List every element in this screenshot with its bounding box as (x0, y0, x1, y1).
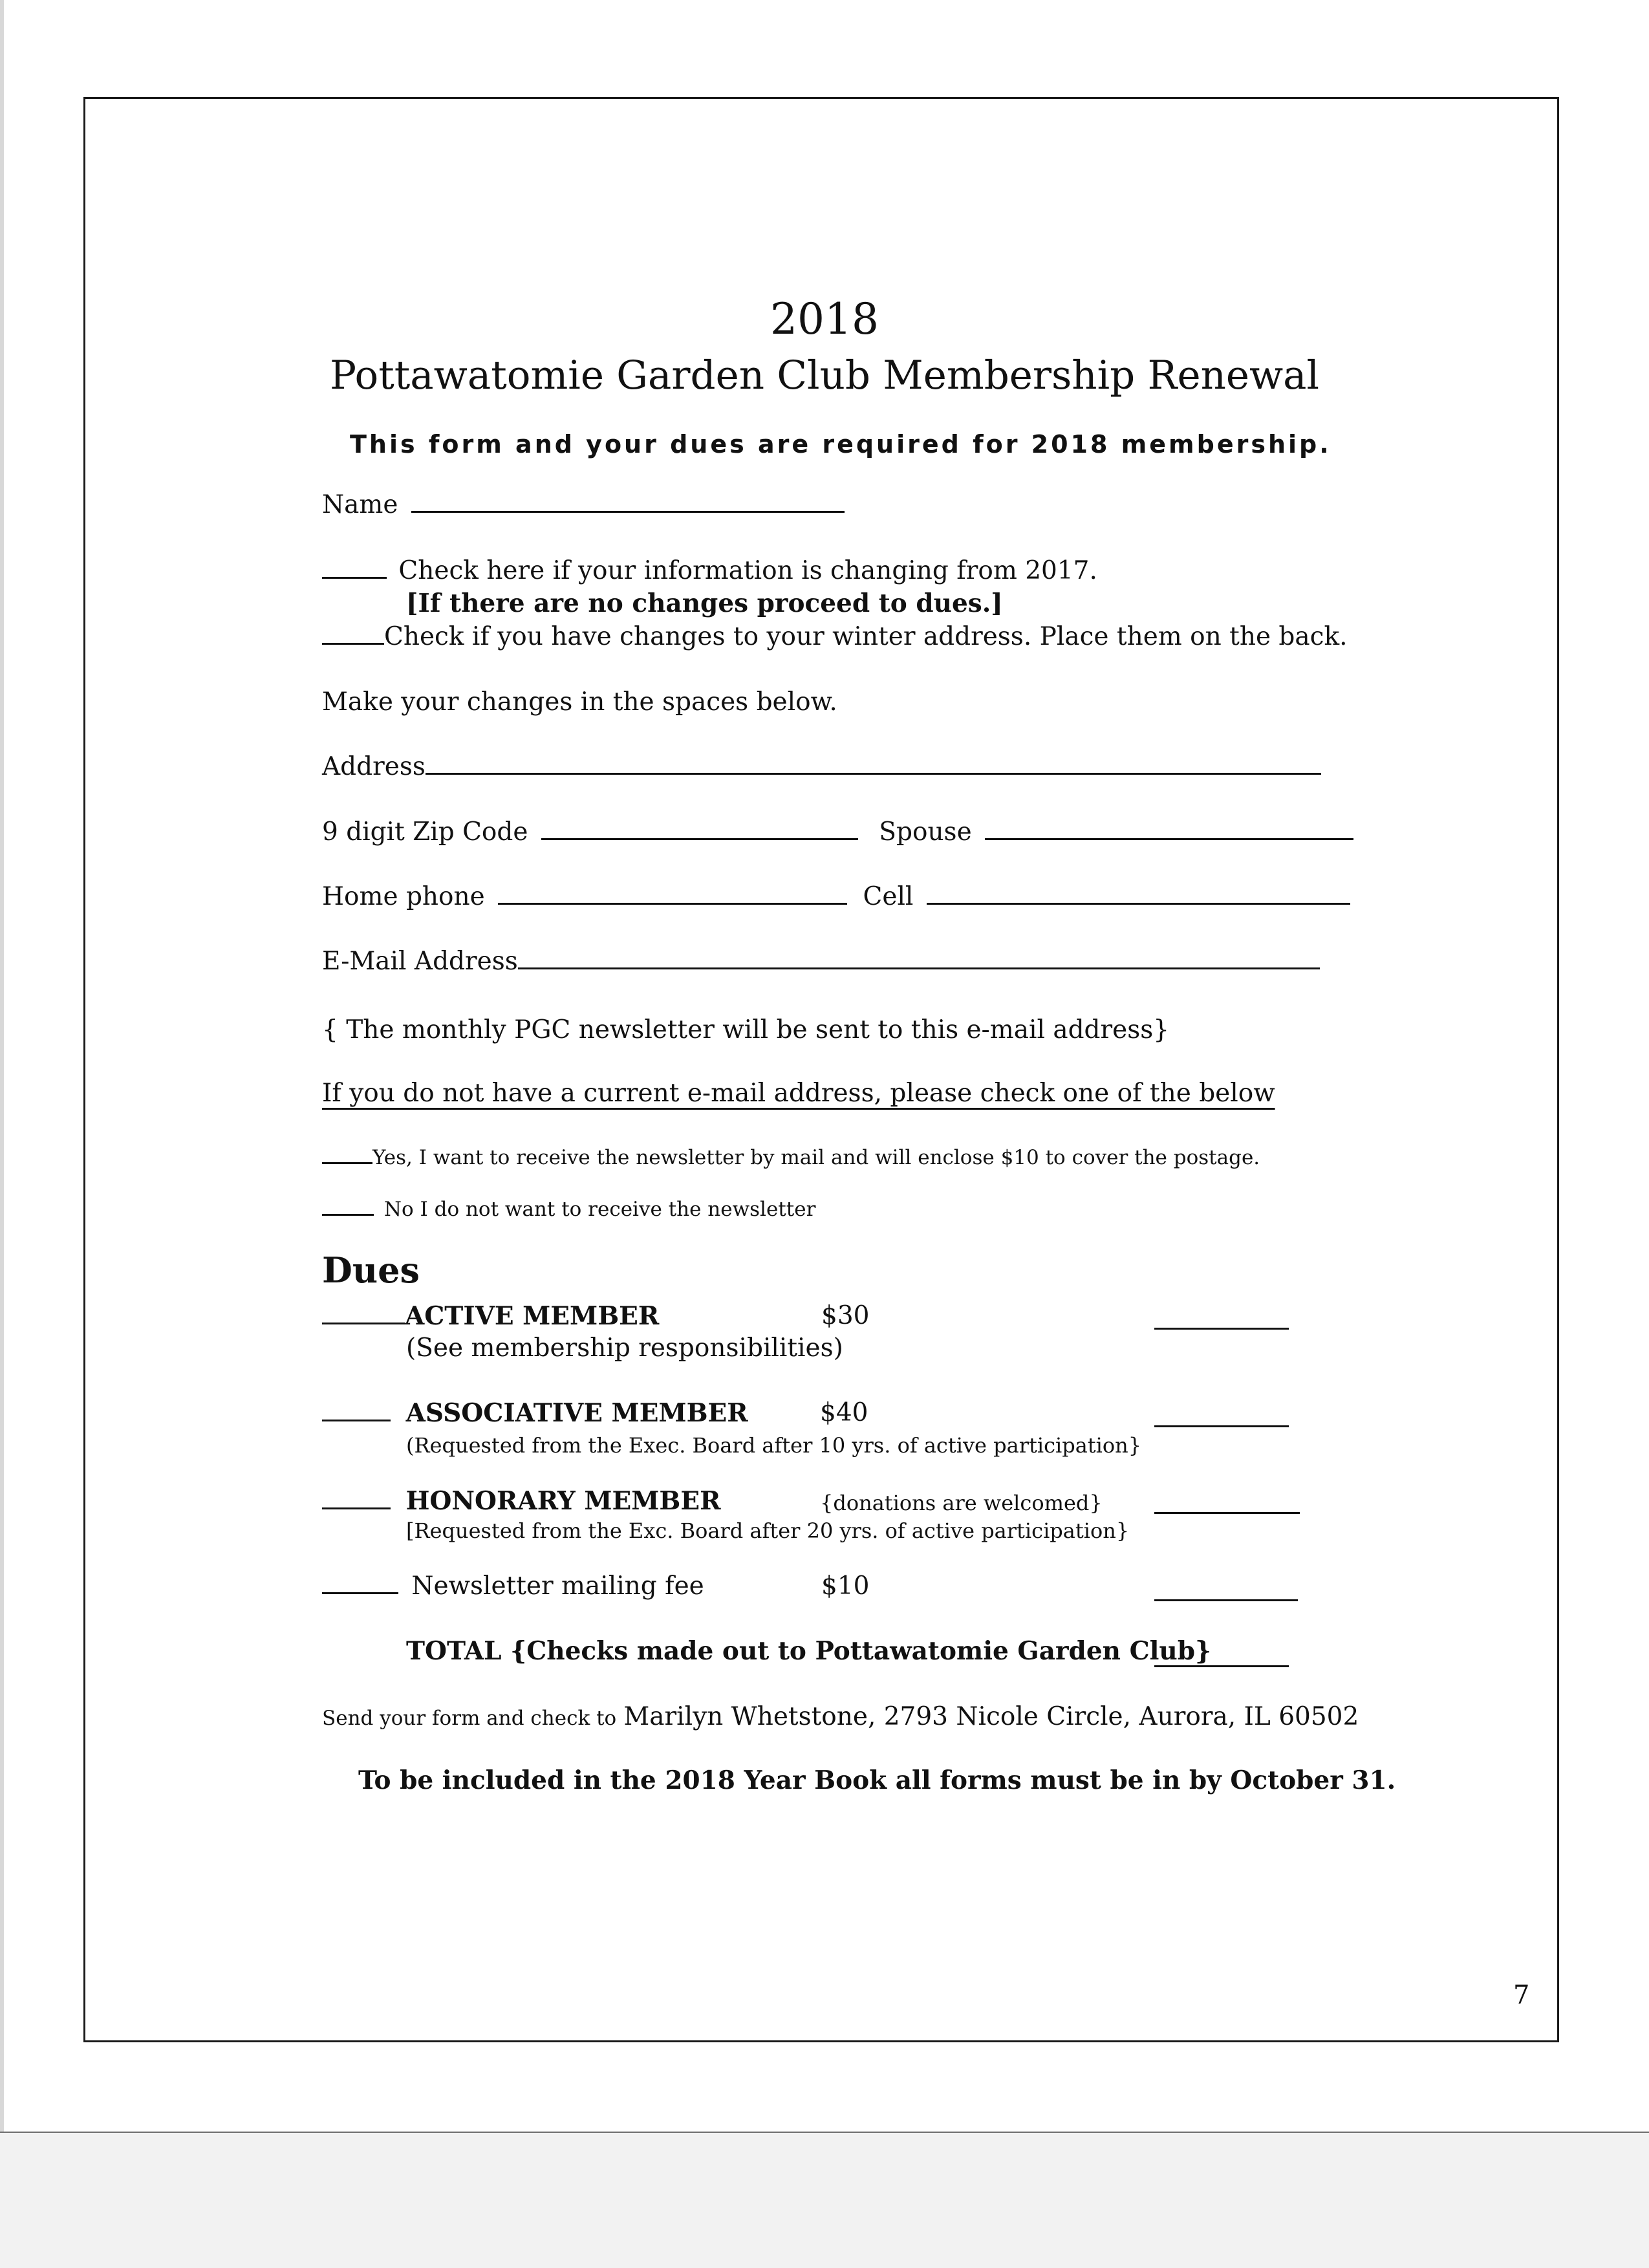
dues-associative-row (322, 1398, 748, 1428)
newsletter-yes-label: Yes, I want to receive the newsletter by mail and will enclose $10 to cover the postage. (372, 1146, 1260, 1169)
email-label: E-Mail Address (322, 947, 518, 976)
dues-newsletter-row (322, 1571, 704, 1601)
zip-spouse-row (322, 817, 1353, 847)
active-label: ACTIVE MEMBER (405, 1301, 660, 1331)
address-field[interactable] (426, 772, 1321, 775)
form-title: Pottawatomie Garden Club Membership Renewal (329, 352, 1320, 398)
associative-amount-field[interactable] (1154, 1425, 1289, 1427)
newsletter-yes-row (322, 1146, 1260, 1169)
form-year: 2018 (770, 294, 879, 344)
associative-checkline[interactable] (322, 1419, 391, 1421)
send-row (322, 1702, 1359, 1731)
info-change-checkline[interactable] (322, 576, 387, 579)
active-note: (See membership responsibilities) (406, 1334, 843, 1363)
address-label: Address (322, 752, 426, 781)
total-amount-field[interactable] (1154, 1665, 1289, 1667)
page-number: 7 (1513, 1980, 1530, 2010)
honorary-checkline[interactable] (322, 1507, 391, 1509)
active-amount-field[interactable] (1154, 1327, 1289, 1330)
home-phone-field[interactable] (498, 902, 847, 905)
newsletter-no-row (322, 1198, 815, 1221)
winter-address-label: Check if you have changes to your winter address. Place them on the back. (384, 622, 1348, 651)
zip-label: 9 digit Zip Code (322, 817, 528, 847)
phone-row (322, 882, 1350, 911)
winter-address-row (322, 622, 1348, 651)
no-changes-note: [If there are no changes proceed to dues.] (406, 589, 1003, 618)
newsletter-fee-amount: $10 (821, 1571, 870, 1601)
address-row (322, 752, 1321, 781)
active-amount: $30 (821, 1301, 870, 1330)
send-prefix: Send your form and check to (322, 1707, 617, 1730)
deadline-notice: To be included in the 2018 Year Book all forms must be in by October 31. (358, 1766, 1396, 1795)
email-field[interactable] (518, 967, 1320, 969)
dues-honorary-row (322, 1486, 721, 1516)
newsletter-fee-label: Newsletter mailing fee (411, 1571, 704, 1601)
honorary-amount: {donations are welcomed} (820, 1491, 1103, 1515)
home-phone-label: Home phone (322, 882, 485, 911)
cell-label: Cell (863, 882, 914, 911)
name-label: Name (322, 490, 398, 519)
send-address: Marilyn Whetstone, 2793 Nicole Circle, Aurora, IL 60502 (623, 1702, 1359, 1731)
newsletter-yes-checkline[interactable] (322, 1161, 372, 1164)
winter-address-checkline[interactable] (322, 642, 384, 645)
name-field[interactable] (411, 510, 845, 513)
honorary-label: HONORARY MEMBER (405, 1486, 721, 1516)
associative-label: ASSOCIATIVE MEMBER (405, 1398, 748, 1428)
newsletter-no-checkline[interactable] (322, 1213, 374, 1216)
honorary-note: [Requested from the Exc. Board after 20 yrs. of active participation} (406, 1518, 1130, 1543)
cell-field[interactable] (927, 902, 1350, 905)
newsletter-note: { The monthly PGC newsletter will be sent to this e-mail address} (322, 1015, 1170, 1044)
info-change-label: Check here if your information is changing from 2017. (398, 556, 1097, 585)
info-change-row (322, 556, 1097, 585)
make-changes-text: Make your changes in the spaces below. (322, 687, 837, 717)
associative-amount: $40 (820, 1398, 868, 1427)
no-email-heading: If you do not have a current e-mail address, please check one of the below (322, 1079, 1275, 1108)
spouse-label: Spouse (879, 817, 972, 847)
scanner-background (0, 2133, 1649, 2268)
newsletter-no-label: No I do not want to receive the newsletter (383, 1198, 816, 1221)
email-row (322, 947, 1320, 976)
spouse-field[interactable] (985, 837, 1353, 840)
zip-field[interactable] (541, 837, 858, 840)
newsletter-fee-amount-field[interactable] (1154, 1599, 1298, 1601)
dues-heading: Dues (322, 1249, 420, 1291)
name-row (322, 490, 845, 519)
requirement-notice: This form and your dues are required for 2018 membership. (350, 430, 1331, 459)
active-checkline[interactable] (322, 1322, 405, 1324)
dues-active-row (322, 1301, 659, 1331)
total-label: TOTAL {Checks made out to Pottawatomie Garden Club} (406, 1636, 1212, 1666)
honorary-amount-field[interactable] (1154, 1511, 1300, 1514)
newsletter-fee-checkline[interactable] (322, 1592, 398, 1594)
associative-note: (Requested from the Exec. Board after 10 yrs. of active participation} (406, 1433, 1142, 1458)
